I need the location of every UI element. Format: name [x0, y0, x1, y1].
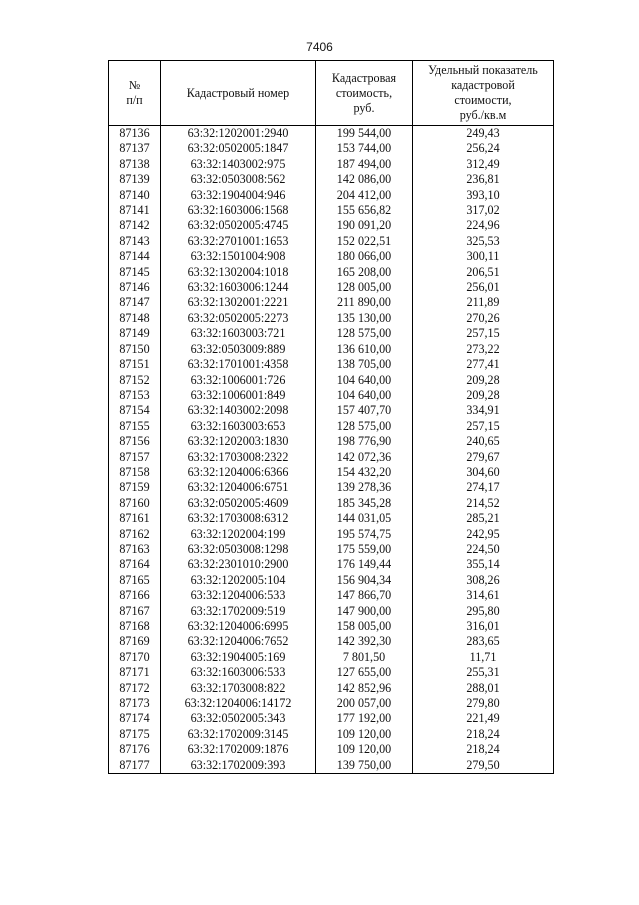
cell-num: 87161: [109, 511, 161, 526]
cell-cadastral-value: 139 278,36: [316, 480, 413, 495]
cell-num: 87153: [109, 388, 161, 403]
cell-cadastral-number: 63:32:1204006:7652: [161, 634, 316, 649]
cell-cadastral-number: 63:32:1204006:14172: [161, 696, 316, 711]
cell-specific-indicator: 317,02: [413, 203, 554, 218]
table-row: [109, 188, 554, 203]
cell-cadastral-value: 104 640,00: [316, 373, 413, 388]
cell-cadastral-number: 63:32:0502005:343: [161, 711, 316, 726]
cell-cadastral-number: 63:32:1603003:721: [161, 326, 316, 341]
cell-cadastral-value: 177 192,00: [316, 711, 413, 726]
cell-num: 87149: [109, 326, 161, 341]
cell-cadastral-value: 199 544,00: [316, 126, 413, 142]
cell-specific-indicator: 279,50: [413, 758, 554, 774]
cell-cadastral-number: 63:32:1701001:4358: [161, 357, 316, 372]
cell-cadastral-number: 63:32:1603006:533: [161, 665, 316, 680]
cell-cadastral-number: 63:32:1204006:6366: [161, 465, 316, 480]
cell-specific-indicator: 11,71: [413, 650, 554, 665]
cell-specific-indicator: 242,95: [413, 527, 554, 542]
cell-num: 87168: [109, 619, 161, 634]
cell-specific-indicator: 209,28: [413, 373, 554, 388]
cell-cadastral-value: 204 412,00: [316, 188, 413, 203]
cell-cadastral-value: 109 120,00: [316, 727, 413, 742]
cell-specific-indicator: 240,65: [413, 434, 554, 449]
cell-cadastral-value: 180 066,00: [316, 249, 413, 264]
header-cadastral-value-line-2: стоимость,: [335, 85, 393, 100]
cell-num: 87139: [109, 172, 161, 187]
cell-cadastral-value: 128 005,00: [316, 280, 413, 295]
table-row: [109, 758, 554, 774]
cell-num: 87137: [109, 141, 161, 156]
cell-num: 87157: [109, 450, 161, 465]
table-row: [109, 342, 554, 357]
table-row: [109, 249, 554, 264]
cell-cadastral-value: 138 705,00: [316, 357, 413, 372]
cell-num: 87159: [109, 480, 161, 495]
cell-cadastral-number: 63:32:1904005:169: [161, 650, 316, 665]
cell-num: 87169: [109, 634, 161, 649]
cell-num: 87167: [109, 604, 161, 619]
cell-num: 87166: [109, 588, 161, 603]
cell-cadastral-number: 63:32:1603006:1244: [161, 280, 316, 295]
cell-specific-indicator: 288,01: [413, 681, 554, 696]
cell-specific-indicator: 256,01: [413, 280, 554, 295]
cell-cadastral-number: 63:32:1501004:908: [161, 249, 316, 264]
table-row: [109, 711, 554, 726]
table-row: [109, 434, 554, 449]
cell-specific-indicator: 308,26: [413, 573, 554, 588]
cell-cadastral-number: 63:32:1703008:6312: [161, 511, 316, 526]
cell-num: 87160: [109, 496, 161, 511]
table-row: [109, 634, 554, 649]
cell-num: 87158: [109, 465, 161, 480]
header-cadastral-value-line-1: Кадастровая: [331, 70, 397, 85]
cell-specific-indicator: 209,28: [413, 388, 554, 403]
cell-specific-indicator: 224,50: [413, 542, 554, 557]
cell-cadastral-value: 157 407,70: [316, 403, 413, 418]
cadastral-value-table: [108, 60, 554, 774]
cell-cadastral-value: 156 904,34: [316, 573, 413, 588]
cell-cadastral-number: 63:32:1403002:2098: [161, 403, 316, 418]
cell-num: 87176: [109, 742, 161, 757]
table-row: [109, 141, 554, 156]
cell-cadastral-value: 175 559,00: [316, 542, 413, 557]
cell-cadastral-value: 109 120,00: [316, 742, 413, 757]
table-row: [109, 326, 554, 341]
cell-cadastral-value: 104 640,00: [316, 388, 413, 403]
cell-specific-indicator: 300,11: [413, 249, 554, 264]
cell-cadastral-number: 63:32:1403002:975: [161, 157, 316, 172]
cell-specific-indicator: 295,80: [413, 604, 554, 619]
cell-cadastral-value: 128 575,00: [316, 419, 413, 434]
cell-specific-indicator: 312,49: [413, 157, 554, 172]
cell-cadastral-number: 63:32:0503009:889: [161, 342, 316, 357]
table-row: [109, 450, 554, 465]
cell-cadastral-value: 152 022,51: [316, 234, 413, 249]
cell-specific-indicator: 279,67: [413, 450, 554, 465]
cell-num: 87165: [109, 573, 161, 588]
cell-cadastral-value: 135 130,00: [316, 311, 413, 326]
cell-specific-indicator: 273,22: [413, 342, 554, 357]
cell-cadastral-number: 63:32:1202001:2940: [161, 126, 316, 142]
table-row: [109, 604, 554, 619]
cell-cadastral-number: 63:32:1202003:1830: [161, 434, 316, 449]
cell-specific-indicator: 304,60: [413, 465, 554, 480]
cell-cadastral-value: 200 057,00: [316, 696, 413, 711]
table-header-row: [109, 61, 554, 126]
cell-num: 87152: [109, 373, 161, 388]
cell-num: 87163: [109, 542, 161, 557]
cell-cadastral-value: 128 575,00: [316, 326, 413, 341]
cell-specific-indicator: 355,14: [413, 557, 554, 572]
cell-cadastral-number: 63:32:1302001:2221: [161, 295, 316, 310]
table-row: [109, 681, 554, 696]
header-specific-indicator: [413, 61, 554, 126]
cell-num: 87147: [109, 295, 161, 310]
cell-cadastral-value: 127 655,00: [316, 665, 413, 680]
cell-cadastral-number: 63:32:2301010:2900: [161, 557, 316, 572]
cell-num: 87146: [109, 280, 161, 295]
cell-cadastral-number: 63:32:1603003:653: [161, 419, 316, 434]
table-row: [109, 619, 554, 634]
cell-num: 87151: [109, 357, 161, 372]
cell-specific-indicator: 274,17: [413, 480, 554, 495]
cell-cadastral-value: 142 392,30: [316, 634, 413, 649]
table-row: [109, 234, 554, 249]
cell-num: 87138: [109, 157, 161, 172]
cell-num: 87174: [109, 711, 161, 726]
cell-cadastral-number: 63:32:1006001:849: [161, 388, 316, 403]
cell-num: 87173: [109, 696, 161, 711]
cell-cadastral-value: 195 574,75: [316, 527, 413, 542]
table-row: [109, 311, 554, 326]
cell-cadastral-value: 154 432,20: [316, 465, 413, 480]
table-row: [109, 419, 554, 434]
cell-specific-indicator: 279,80: [413, 696, 554, 711]
cell-cadastral-number: 63:32:1204006:6751: [161, 480, 316, 495]
cell-cadastral-value: 185 345,28: [316, 496, 413, 511]
table-row: [109, 218, 554, 233]
table-row: [109, 665, 554, 680]
table-row: [109, 650, 554, 665]
cell-cadastral-number: 63:32:1702009:1876: [161, 742, 316, 757]
cell-cadastral-value: 142 086,00: [316, 172, 413, 187]
cell-num: 87175: [109, 727, 161, 742]
cell-cadastral-value: 198 776,90: [316, 434, 413, 449]
cell-cadastral-number: 63:32:1204006:6995: [161, 619, 316, 634]
header-cadastral-value-line-3: руб.: [353, 100, 375, 115]
cell-cadastral-value: 176 149,44: [316, 557, 413, 572]
table-row: [109, 588, 554, 603]
cell-specific-indicator: 270,26: [413, 311, 554, 326]
cell-specific-indicator: 257,15: [413, 419, 554, 434]
table-row: [109, 511, 554, 526]
cell-num: 87162: [109, 527, 161, 542]
table-row: [109, 388, 554, 403]
cell-cadastral-value: 187 494,00: [316, 157, 413, 172]
header-cadastral-value: [316, 61, 413, 126]
header-specific-indicator-line-4: руб./кв.м: [459, 108, 507, 122]
header-cadastral-number: Кадастровый номер: [161, 61, 316, 126]
cell-specific-indicator: 218,24: [413, 742, 554, 757]
table-row: [109, 742, 554, 757]
cell-specific-indicator: 206,51: [413, 265, 554, 280]
table-row: [109, 573, 554, 588]
table-row: [109, 357, 554, 372]
cell-cadastral-number: 63:32:1703008:2322: [161, 450, 316, 465]
table-row: [109, 465, 554, 480]
header-num-line-1: №: [128, 78, 141, 92]
cell-specific-indicator: 316,01: [413, 619, 554, 634]
cell-cadastral-number: 63:32:1702009:393: [161, 758, 316, 774]
cell-cadastral-number: 63:32:1904004:946: [161, 188, 316, 203]
header-specific-indicator-line-2: кадастровой: [451, 78, 515, 92]
cell-specific-indicator: 277,41: [413, 357, 554, 372]
cell-specific-indicator: 325,53: [413, 234, 554, 249]
cell-cadastral-value: 139 750,00: [316, 758, 413, 774]
cell-specific-indicator: 236,81: [413, 172, 554, 187]
cell-specific-indicator: 218,24: [413, 727, 554, 742]
table-row: [109, 172, 554, 187]
cell-specific-indicator: 211,89: [413, 295, 554, 310]
cell-num: 87143: [109, 234, 161, 249]
cell-cadastral-value: 136 610,00: [316, 342, 413, 357]
table-row: [109, 157, 554, 172]
cell-cadastral-value: 153 744,00: [316, 141, 413, 156]
cell-num: 87154: [109, 403, 161, 418]
cell-specific-indicator: 334,91: [413, 403, 554, 418]
cell-specific-indicator: 285,21: [413, 511, 554, 526]
cell-num: 87145: [109, 265, 161, 280]
cell-cadastral-number: 63:32:0502005:2273: [161, 311, 316, 326]
cell-num: 87148: [109, 311, 161, 326]
cell-specific-indicator: 255,31: [413, 665, 554, 680]
table-row: [109, 542, 554, 557]
cell-cadastral-number: 63:32:0502005:4745: [161, 218, 316, 233]
cell-cadastral-number: 63:32:0503008:1298: [161, 542, 316, 557]
cell-cadastral-number: 63:32:1302004:1018: [161, 265, 316, 280]
cell-specific-indicator: 214,52: [413, 496, 554, 511]
cell-cadastral-number: 63:32:1702009:519: [161, 604, 316, 619]
cell-cadastral-value: 142 852,96: [316, 681, 413, 696]
cell-cadastral-number: 63:32:0502005:1847: [161, 141, 316, 156]
cell-specific-indicator: 249,43: [413, 126, 554, 142]
cell-cadastral-value: 158 005,00: [316, 619, 413, 634]
cell-cadastral-number: 63:32:1603006:1568: [161, 203, 316, 218]
cell-num: 87170: [109, 650, 161, 665]
header-num: [109, 61, 161, 126]
table-row: [109, 527, 554, 542]
header-num-line-2: п/п: [126, 93, 143, 107]
cell-cadastral-number: 63:32:1202004:199: [161, 527, 316, 542]
cell-specific-indicator: 314,61: [413, 588, 554, 603]
cell-specific-indicator: 224,96: [413, 218, 554, 233]
cell-specific-indicator: 283,65: [413, 634, 554, 649]
table-row: [109, 496, 554, 511]
cell-cadastral-value: 155 656,82: [316, 203, 413, 218]
cell-cadastral-value: 142 072,36: [316, 450, 413, 465]
cell-num: 87144: [109, 249, 161, 264]
cell-cadastral-value: 7 801,50: [316, 650, 413, 665]
cell-cadastral-value: 165 208,00: [316, 265, 413, 280]
cell-cadastral-number: 63:32:0503008:562: [161, 172, 316, 187]
table-row: [109, 265, 554, 280]
table-row: [109, 280, 554, 295]
cell-specific-indicator: 256,24: [413, 141, 554, 156]
table-row: [109, 480, 554, 495]
cell-cadastral-value: 147 866,70: [316, 588, 413, 603]
cell-cadastral-value: 211 890,00: [316, 295, 413, 310]
cell-num: 87172: [109, 681, 161, 696]
cell-cadastral-number: 63:32:1702009:3145: [161, 727, 316, 742]
cell-specific-indicator: 257,15: [413, 326, 554, 341]
page-number: 7406: [306, 40, 333, 54]
header-specific-indicator-line-1: Удельный показатель: [428, 63, 538, 77]
cell-num: 87136: [109, 126, 161, 142]
cell-num: 87141: [109, 203, 161, 218]
cell-num: 87142: [109, 218, 161, 233]
cell-cadastral-number: 63:32:1202005:104: [161, 573, 316, 588]
table-row: [109, 126, 554, 142]
cell-num: 87150: [109, 342, 161, 357]
cell-cadastral-value: 144 031,05: [316, 511, 413, 526]
table-row: [109, 696, 554, 711]
table-row: [109, 727, 554, 742]
cell-num: 87177: [109, 758, 161, 774]
cell-cadastral-number: 63:32:2701001:1653: [161, 234, 316, 249]
cell-cadastral-value: 190 091,20: [316, 218, 413, 233]
header-specific-indicator-line-3: стоимости,: [454, 93, 512, 107]
cell-cadastral-value: 147 900,00: [316, 604, 413, 619]
cell-specific-indicator: 393,10: [413, 188, 554, 203]
cell-num: 87156: [109, 434, 161, 449]
cell-cadastral-number: 63:32:0502005:4609: [161, 496, 316, 511]
table-row: [109, 373, 554, 388]
cell-num: 87140: [109, 188, 161, 203]
cell-specific-indicator: 221,49: [413, 711, 554, 726]
cell-num: 87171: [109, 665, 161, 680]
cell-cadastral-number: 63:32:1204006:533: [161, 588, 316, 603]
cell-num: 87155: [109, 419, 161, 434]
table-body: [109, 126, 554, 774]
cell-cadastral-number: 63:32:1703008:822: [161, 681, 316, 696]
table-row: [109, 203, 554, 218]
table-row: [109, 557, 554, 572]
cell-num: 87164: [109, 557, 161, 572]
table-row: [109, 295, 554, 310]
table-row: [109, 403, 554, 418]
cell-cadastral-number: 63:32:1006001:726: [161, 373, 316, 388]
